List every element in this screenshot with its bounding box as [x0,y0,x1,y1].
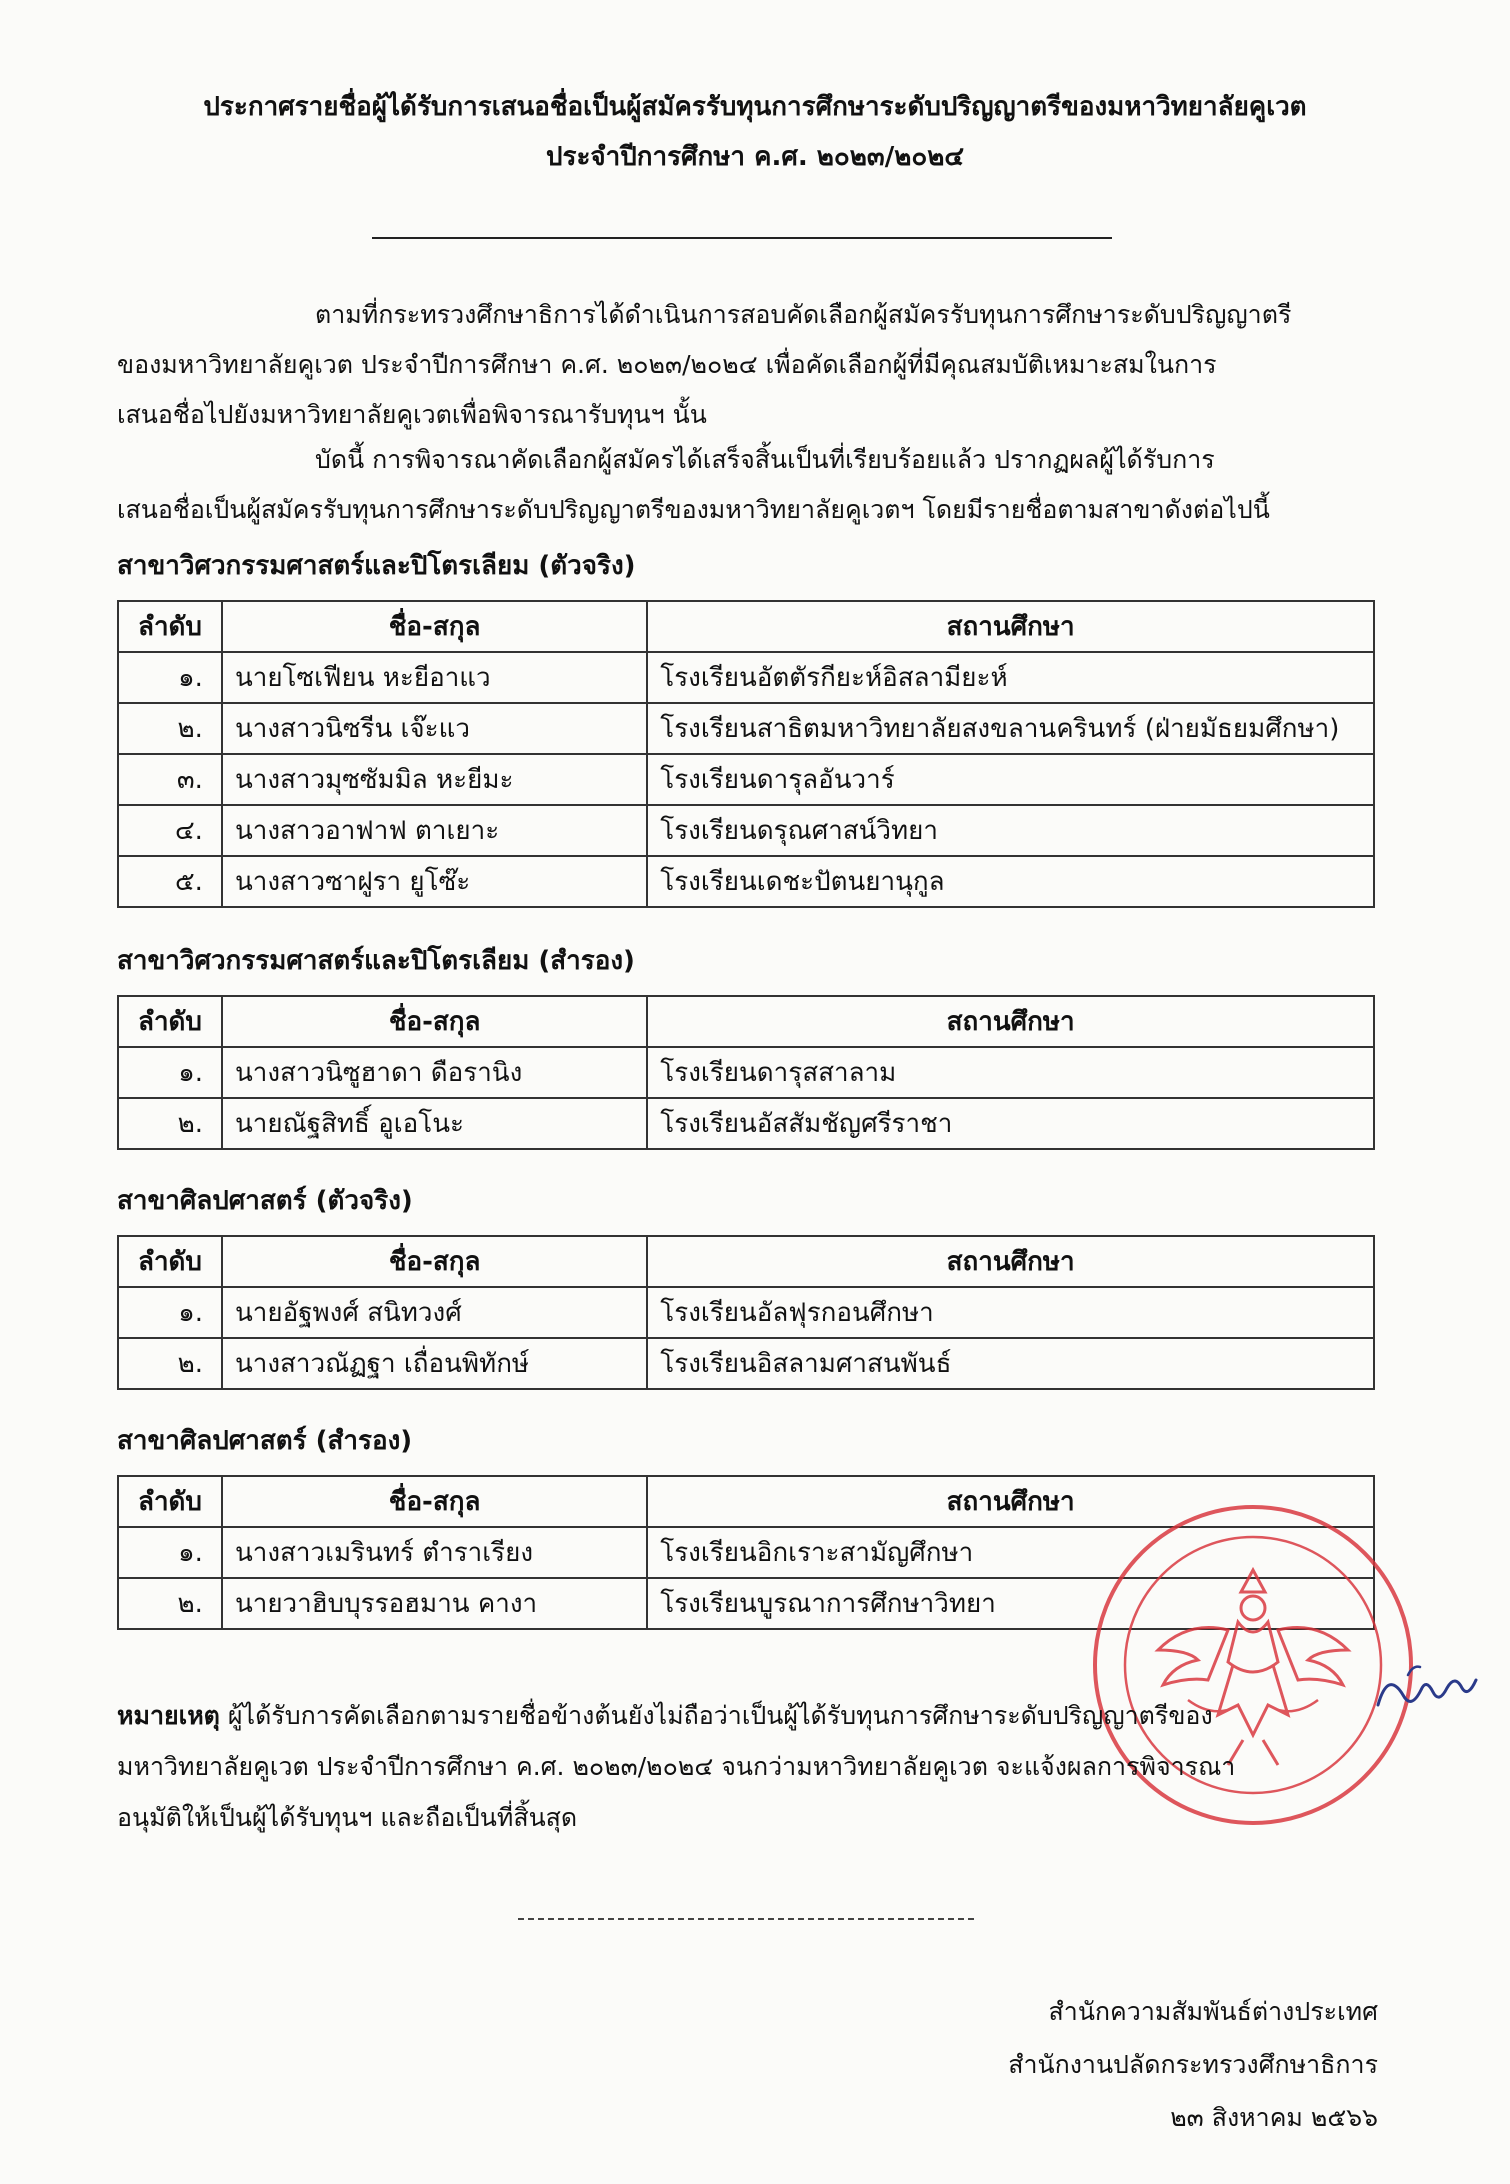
row-name: นางสาวซาฝูรา ยูโซ๊ะ [222,856,647,907]
issuer-office-2: สำนักงานปลัดกระทรวงศึกษาธิการ [1008,2050,1378,2079]
row-school: โรงเรียนดารุสสาลาม [647,1047,1374,1098]
row-order: ๑. [118,652,222,703]
note-line-1 [117,1690,1377,1741]
row-school: โรงเรียนบูรณาการศึกษาวิทยา [647,1578,1374,1629]
note-line-2: มหาวิทยาลัยคูเวต ประจำปีการศึกษา ค.ศ. ๒๐๒๓/๒๐๒๔ จนกว่ามหาวิทยาลัยคูเวต จะแจ้งผลการพิจารณา [117,1752,1236,1781]
header-school: สถานศึกษา [647,996,1374,1047]
row-name: นางสาวเมรินทร์ ตำราเรียง [222,1527,647,1578]
header-school: สถานศึกษา [647,601,1374,652]
row-school: โรงเรียนดรุณศาสน์วิทยา [647,805,1374,856]
row-name: นายณัฐสิทธิ์ อูเอโนะ [222,1098,647,1149]
table-header-row [118,1236,1374,1287]
table-arts-main [117,1235,1375,1390]
row-order: ๑. [118,1287,222,1338]
paragraph-1-line-3: เสนอชื่อไปยังมหาวิทยาลัยคูเวตเพื่อพิจารณารับทุนฯ นั้น [117,400,707,429]
table-row [118,1098,1374,1149]
table-header-row [118,996,1374,1047]
title-line-1: ประกาศรายชื่อผู้ได้รับการเสนอชื่อเป็นผู้สมัครรับทุนการศึกษาระดับปริญญาตรีของมหาวิทยาลัยคูเวต [203,92,1307,122]
section-title-arts-main: สาขาศิลปศาสตร์ (ตัวจริง) [117,1186,413,1216]
header-school: สถานศึกษา [647,1236,1374,1287]
row-school: โรงเรียนอัลฟุรกอนศึกษา [647,1287,1374,1338]
row-name: นางสาวนิซรีน เจ๊ะแว [222,703,647,754]
issuer-block [1008,1985,1378,2144]
row-name: นางสาวณัฏฐา เถื่อนพิทักษ์ [222,1338,647,1389]
row-name: นางสาวนิซูฮาดา ดือรานิง [222,1047,647,1098]
header-order: ลำดับ [118,601,222,652]
section-title-engineering-reserve: สาขาวิศวกรรมศาสตร์และปิโตรเลียม (สำรอง) [117,946,635,976]
row-order: ๓. [118,754,222,805]
section-title-engineering-main: สาขาวิศวกรรมศาสตร์และปิโตรเลียม (ตัวจริง) [117,551,636,581]
row-name: นางสาวมุซซัมมิล หะยีมะ [222,754,647,805]
row-school: โรงเรียนสาธิตมหาวิทยาลัยสงขลานครินทร์ (ฝ่ายมัธยมศึกษา) [647,703,1374,754]
title-line-2: ประจำปีการศึกษา ค.ศ. ๒๐๒๓/๒๐๒๔ [545,142,965,172]
row-order: ๑. [118,1047,222,1098]
table-row [118,1338,1374,1389]
header-school: สถานศึกษา [647,1476,1374,1527]
table-row [118,754,1374,805]
row-school: โรงเรียนอัตตัรกียะห์อิสลามียะห์ [647,652,1374,703]
table-header-row [118,601,1374,652]
section-title-arts-reserve: สาขาศิลปศาสตร์ (สำรอง) [117,1426,413,1456]
row-order: ๒. [118,1578,222,1629]
title-divider [372,237,1112,239]
row-school: โรงเรียนอัสสัมชัญศรีราชา [647,1098,1374,1149]
paragraph-2-line-1: บัดนี้ การพิจารณาคัดเลือกผู้สมัครได้เสร็จสิ้นเป็นที่เรียบร้อยแล้ว ปรากฏผลผู้ได้รับการ [315,445,1215,474]
header-name: ชื่อ-สกุล [222,1236,647,1287]
row-school: โรงเรียนดารุลอันวาร์ [647,754,1374,805]
row-order: ๕. [118,856,222,907]
row-order: ๒. [118,703,222,754]
row-school: โรงเรียนเดชะปัตนยานุกูล [647,856,1374,907]
table-row [118,1047,1374,1098]
issue-date: ๒๓ สิงหาคม ๒๕๖๖ [1170,2103,1378,2132]
table-row [118,805,1374,856]
issuer-office-1: สำนักความสัมพันธ์ต่างประเทศ [1048,1997,1378,2026]
paragraph-1-line-2: ของมหาวิทยาลัยคูเวต ประจำปีการศึกษา ค.ศ. ๒๐๒๓/๒๐๒๔ เพื่อคัดเลือกผู้ที่มีคุณสมบัติเหมาะสมในการ [117,350,1217,379]
table-row [118,703,1374,754]
header-order: ลำดับ [118,1236,222,1287]
row-name: นางสาวอาฟาฟ ตาเยาะ [222,805,647,856]
note-paragraph [117,1690,1377,1843]
row-name: นายอัฐพงศ์ สนิทวงศ์ [222,1287,647,1338]
table-row [118,856,1374,907]
header-name: ชื่อ-สกุล [222,1476,647,1527]
row-order: ๑. [118,1527,222,1578]
row-order: ๒. [118,1098,222,1149]
row-name: นายโซเฟียน หะยีอาแว [222,652,647,703]
note-line-1-text: ผู้ได้รับการคัดเลือกตามรายชื่อข้างต้นยังไม่ถือว่าเป็นผู้ได้รับทุนการศึกษาระดับปริญญาตรีของ [219,1701,1213,1730]
header-order: ลำดับ [118,996,222,1047]
header-name: ชื่อ-สกุล [222,601,647,652]
note-label: หมายเหตุ [117,1701,220,1730]
note-line-3: อนุมัติให้เป็นผู้ได้รับทุนฯ และถือเป็นที่สิ้นสุด [117,1803,578,1832]
row-order: ๒. [118,1338,222,1389]
signature-icon [1368,1650,1488,1730]
table-engineering-main [117,600,1375,908]
paragraph-1 [117,290,1377,440]
table-engineering-reserve [117,995,1375,1150]
paragraph-2 [117,435,1377,535]
row-order: ๔. [118,805,222,856]
row-school: โรงเรียนอิกเราะสามัญศึกษา [647,1527,1374,1578]
row-name: นายวาฮิบบุรรอฮมาน คางา [222,1578,647,1629]
paragraph-1-line-1: ตามที่กระทรวงศึกษาธิการได้ดำเนินการสอบคัดเลือกผู้สมัครรับทุนการศึกษาระดับปริญญาตรี [315,300,1292,329]
announcement-title [110,82,1400,182]
table-row [118,1287,1374,1338]
table-row [118,652,1374,703]
header-name: ชื่อ-สกุล [222,996,647,1047]
paragraph-2-line-2: เสนอชื่อเป็นผู้สมัครรับทุนการศึกษาระดับปริญญาตรีของมหาวิทยาลัยคูเวตฯ โดยมีรายชื่อตามสาขาดังต่อไปนี้ [117,495,1270,524]
header-order: ลำดับ [118,1476,222,1527]
row-school: โรงเรียนอิสลามศาสนพันธ์ [647,1338,1374,1389]
bottom-divider [518,1918,974,1920]
